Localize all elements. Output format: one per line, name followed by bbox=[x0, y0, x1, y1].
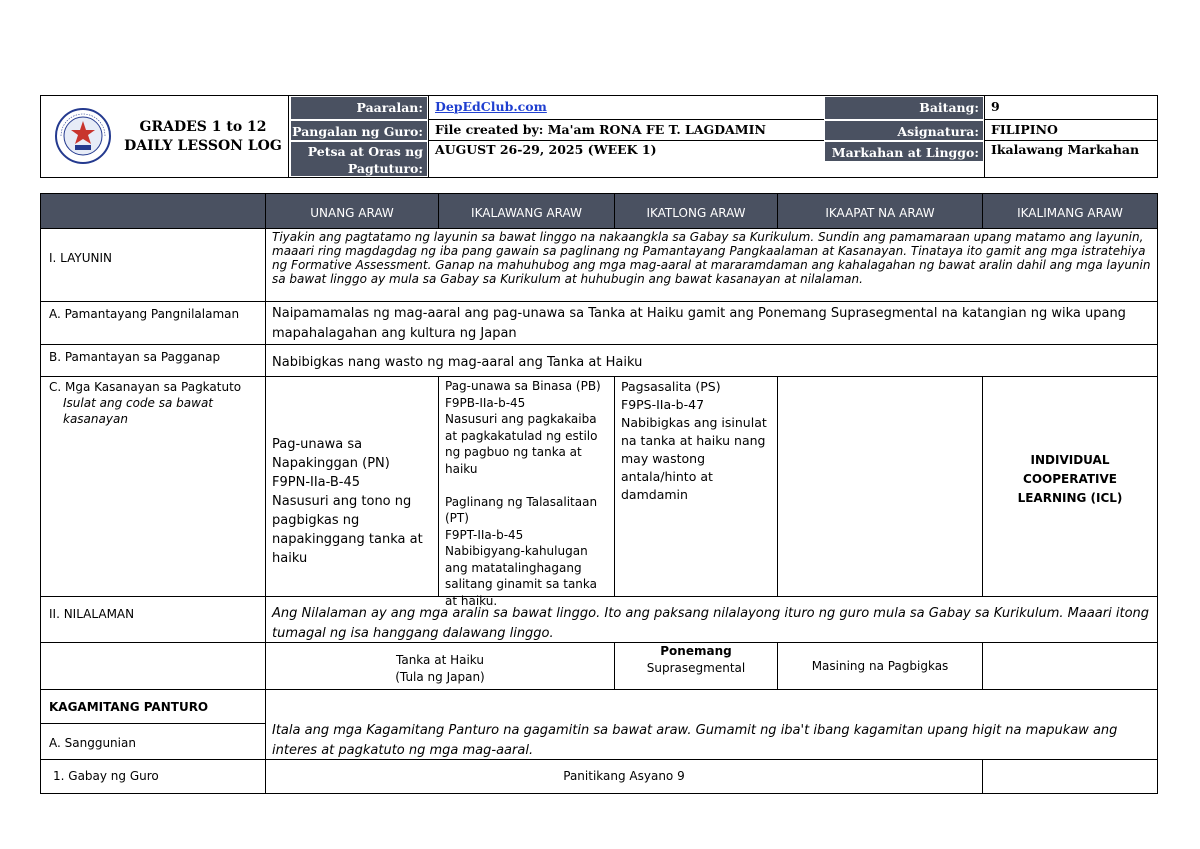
topic-2-cell bbox=[615, 643, 778, 690]
topic-2-subtitle: Suprasegmental bbox=[646, 661, 746, 675]
pangnilalaman-text: Naipamamalas ng mag-aaral ang pag-unawa sa Tanka at Haiku gamit ang Ponemang Suprasegmental na katangian ng wika upang mapahalagahan ang kultura ng Japan bbox=[266, 302, 1157, 345]
kasanayan-sublabel: Isulat ang code sa bawat kasanayan bbox=[63, 396, 214, 426]
school-link[interactable]: DepEdClub.com bbox=[435, 99, 547, 114]
topic-empty-cell bbox=[983, 643, 1157, 690]
grade-label: Baitang: bbox=[824, 96, 984, 120]
title-line-1: GRADES 1 to 12 bbox=[139, 119, 267, 135]
grades-title bbox=[123, 118, 283, 156]
kagamitan-text: Itala ang mga Kagamitang Panturo na gagamitin sa bawat araw. Gumamit ng iba't ibang kagamitan upang higit na mapukaw ang interes at pagkatuto ng mga mag-aaral. bbox=[266, 715, 1157, 760]
topics-empty-cell bbox=[41, 643, 266, 690]
gabay-value: Panitikang Asyano 9 bbox=[266, 760, 983, 793]
day-1-header: UNANG ARAW bbox=[266, 194, 439, 229]
quarter-value: Ikalawang Markahan bbox=[984, 141, 1157, 177]
corner-cell bbox=[41, 194, 266, 229]
kasanayan-day-5: INDIVIDUAL COOPERATIVE LEARNING (ICL) bbox=[983, 377, 1157, 597]
gabay-label: 1. Gabay ng Guro bbox=[41, 760, 266, 793]
gabay-empty-cell bbox=[983, 760, 1157, 793]
kagamitan-label: KAGAMITANG PANTURO bbox=[41, 690, 266, 724]
pangnilalaman-label: A. Pamantayang Pangnilalaman bbox=[41, 302, 266, 345]
kasanayan-day-2: Pag-unawa sa Binasa (PB) F9PB-IIa-b-45 Nasusuri ang pagkakaiba at pagkakatulad ng estilo ng pagbuo ng tanka at haiku Paglinang ng Talasalitaan (PT) F9PT-IIa-b-45 Nabibigyang-kahulugan ang matatalinghagang salitang ginamit sa tanka at haiku. bbox=[439, 377, 615, 597]
logo-cell bbox=[41, 96, 289, 177]
deped-seal-icon bbox=[55, 108, 111, 164]
subject-value: FILIPINO bbox=[984, 120, 1157, 141]
pagganap-label: B. Pamantayan sa Pagganap bbox=[41, 345, 266, 377]
topic-1-subtitle: (Tula ng Japan) bbox=[395, 670, 485, 684]
subject-label: Asignatura: bbox=[824, 120, 984, 141]
kasanayan-day-4 bbox=[778, 377, 983, 597]
sanggunian-label: A. Sanggunian bbox=[41, 724, 266, 760]
date-value: AUGUST 26-29, 2025 (WEEK 1) bbox=[428, 141, 824, 177]
grade-value: 9 bbox=[984, 96, 1157, 120]
kasanayan-day-1: Pag-unawa sa Napakinggan (PN) F9PN-IIa-B-45 Nasusuri ang tono ng pagbigkas ng napakinggang tanka at haiku bbox=[266, 377, 439, 597]
day-5-header: IKALIMANG ARAW bbox=[983, 194, 1157, 229]
school-label: Paaralan: bbox=[290, 96, 428, 120]
day-2-header: IKALAWANG ARAW bbox=[439, 194, 615, 229]
topic-1-cell bbox=[266, 643, 615, 690]
day-3-header: IKATLONG ARAW bbox=[615, 194, 778, 229]
school-value[interactable] bbox=[428, 96, 824, 120]
topic-2-title: Ponemang bbox=[660, 644, 732, 658]
day-4-header: IKAAPAT NA ARAW bbox=[778, 194, 983, 229]
topic-3-cell: Masining na Pagbigkas bbox=[778, 643, 983, 690]
nilalaman-label: II. NILALAMAN bbox=[41, 597, 266, 643]
pagganap-text: Nabibigkas nang wasto ng mag-aaral ang Tanka at Haiku bbox=[266, 345, 1157, 377]
kagamitan-blank bbox=[266, 690, 1157, 715]
layunin-label: I. LAYUNIN bbox=[41, 229, 266, 302]
title-line-2: DAILY LESSON LOG bbox=[124, 138, 282, 154]
kasanayan-label-cell bbox=[41, 377, 266, 597]
teacher-value: File created by: Ma'am RONA FE T. LAGDAMIN bbox=[428, 120, 824, 141]
teacher-label: Pangalan ng Guro: bbox=[290, 120, 428, 141]
layunin-text: Tiyakin ang pagtatamo ng layunin sa bawat linggo na nakaangkla sa Gabay sa Kurikulum. Sundin ang pamamaraan upang matamo ang layunin, maaari ring magdagdag ng iba pang gawain sa paglinang ng Pamantayang Pangkaalaman at Kasanayan. Tinataya ito gamit ang mga istratehiya ng Formative Assessment. Ganap na mahuhubog ang mga mag-aaral at mararamdaman ang kahalagahan ng bawat aralin dahil ang mga layunin sa bawat linggo ay mula sa Gabay sa Kurikulum at huhubugin ang bawat kasanayan at nilalaman. bbox=[266, 229, 1157, 302]
nilalaman-text: Ang Nilalaman ay ang mga aralin sa bawat linggo. Ito ang paksang nilalayong ituro ng guro mula sa Gabay sa Kurikulum. Maaari itong tumagal ng isa hanggang dalawang linggo. bbox=[266, 597, 1157, 643]
header-table bbox=[40, 95, 1158, 178]
kasanayan-day-3: Pagsasalita (PS) F9PS-IIa-b-47 Nabibigkas ang isinulat na tanka at haiku nang may wastong antala/hinto at damdamin bbox=[615, 377, 778, 597]
topic-1-title: Tanka at Haiku bbox=[396, 653, 484, 667]
date-label: Petsa at Oras ng Pagtuturo: bbox=[290, 141, 428, 177]
lesson-log-table bbox=[40, 193, 1158, 794]
kasanayan-label: C. Mga Kasanayan sa Pagkatuto bbox=[49, 380, 242, 394]
quarter-label: Markahan at Linggo: bbox=[824, 141, 984, 162]
